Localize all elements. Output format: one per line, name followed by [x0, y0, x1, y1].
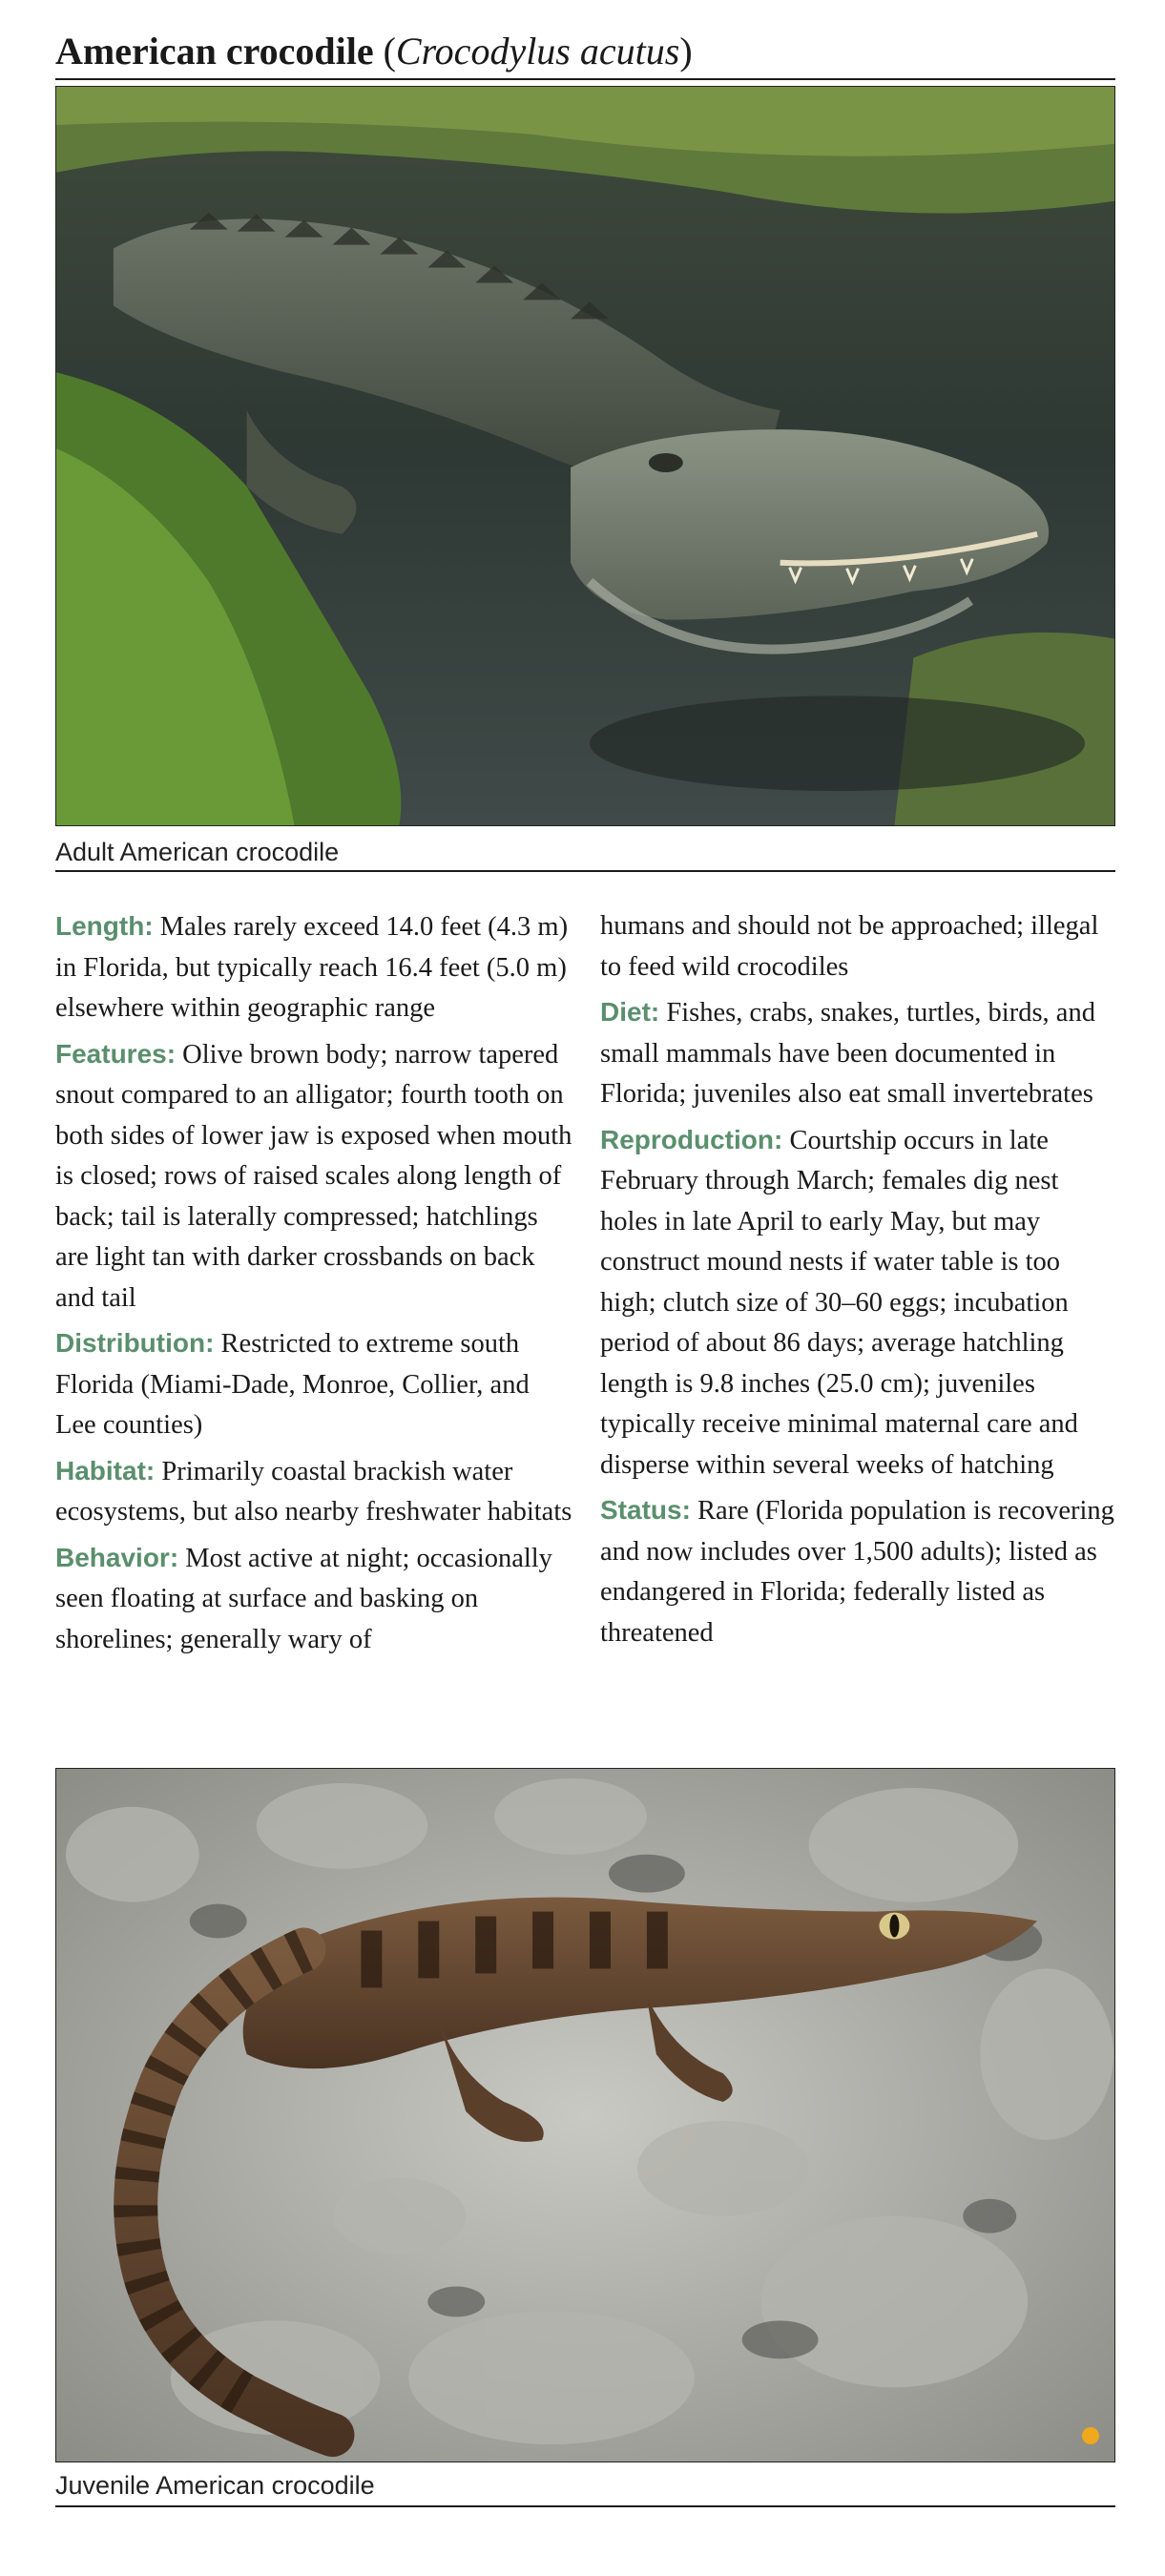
habitat-label: Habitat: [55, 1455, 156, 1485]
features-text: Olive brown body; narrow tapered snout compared to an alligator; fourth tooth on both sides of lower jaw is exposed when mouth is closed; rows of raised scales along length of back; tail is laterally compressed; hatchlings are light tan with darker crossbands on back and tail [55, 1039, 572, 1313]
marker-dot [1082, 2427, 1099, 2444]
habitat-text: Primarily coastal brackish water ecosystems, but also nearby freshwater habitats [55, 1456, 572, 1527]
adult-photo-caption: Adult American crocodile [55, 838, 340, 866]
diet-label: Diet: [600, 997, 660, 1027]
diet-text: Fishes, crabs, snakes, turtles, birds, and small mammals have been documented in Florida; juveniles also eat small invertebrates [600, 998, 1095, 1109]
juvenile-crocodile-photo [55, 1768, 1115, 2462]
behavior-continued: humans and should not be approached; illegal to feed wild crocodiles [600, 911, 1099, 982]
behavior-section [55, 1538, 576, 1661]
field-guide-page [55, 0, 1115, 2576]
length-text: Males rarely exceed 14.0 feet (4.3 m) in Florida, but typically reach 16.4 feet (5.0 m) elsewhere within geographic range [55, 912, 569, 1023]
reproduction-text: Courtship occurs in late February through March; females dig nest holes in late April to early May, but may construct mound nests if water table is too high; clutch size of 30–60 eggs; incubation period of about 86 days; average hatchling length is 9.8 inches (25.0 cm); juveniles typically receive minimal maternal care and disperse within several weeks of hatching [600, 1125, 1078, 1480]
text-column-right [600, 906, 1115, 1658]
adult-crocodile-photo [55, 86, 1115, 826]
title-divider [55, 78, 1115, 80]
title-close-paren: ) [679, 30, 693, 73]
distribution-section [55, 1323, 576, 1446]
length-section [55, 906, 576, 1029]
status-label: Status: [600, 1495, 691, 1525]
page-title [55, 27, 1115, 76]
features-label: Features: [55, 1038, 177, 1069]
bottom-divider [55, 2505, 1115, 2507]
status-text: Rare (Florida population is recovering and now includes over 1,500 adults); listed as endangered in Florida; federally listed as threatened [600, 1496, 1114, 1648]
caption-divider [55, 870, 1115, 872]
scientific-name: Crocodylus acutus [395, 30, 680, 73]
common-name: American crocodile [55, 30, 374, 73]
reproduction-section [600, 1120, 1115, 1486]
habitat-section [55, 1451, 576, 1533]
reproduction-label: Reproduction: [600, 1124, 783, 1154]
behavior-label: Behavior: [55, 1542, 179, 1572]
features-section [55, 1034, 576, 1319]
text-column-left [55, 906, 576, 1665]
distribution-text: Restricted to extreme south Florida (Miami-Dade, Monroe, Collier, and Lee counties) [55, 1329, 530, 1440]
title-open-paren: ( [383, 30, 396, 73]
diet-section [600, 992, 1115, 1115]
length-label: Length: [55, 911, 154, 941]
behavior-text: Most active at night; occasionally seen floating at surface and basking on shorelines; generally wary of [55, 1543, 552, 1654]
distribution-label: Distribution: [55, 1328, 215, 1358]
status-section [600, 1490, 1115, 1653]
juvenile-photo-caption: Juvenile American crocodile [55, 2471, 375, 2500]
